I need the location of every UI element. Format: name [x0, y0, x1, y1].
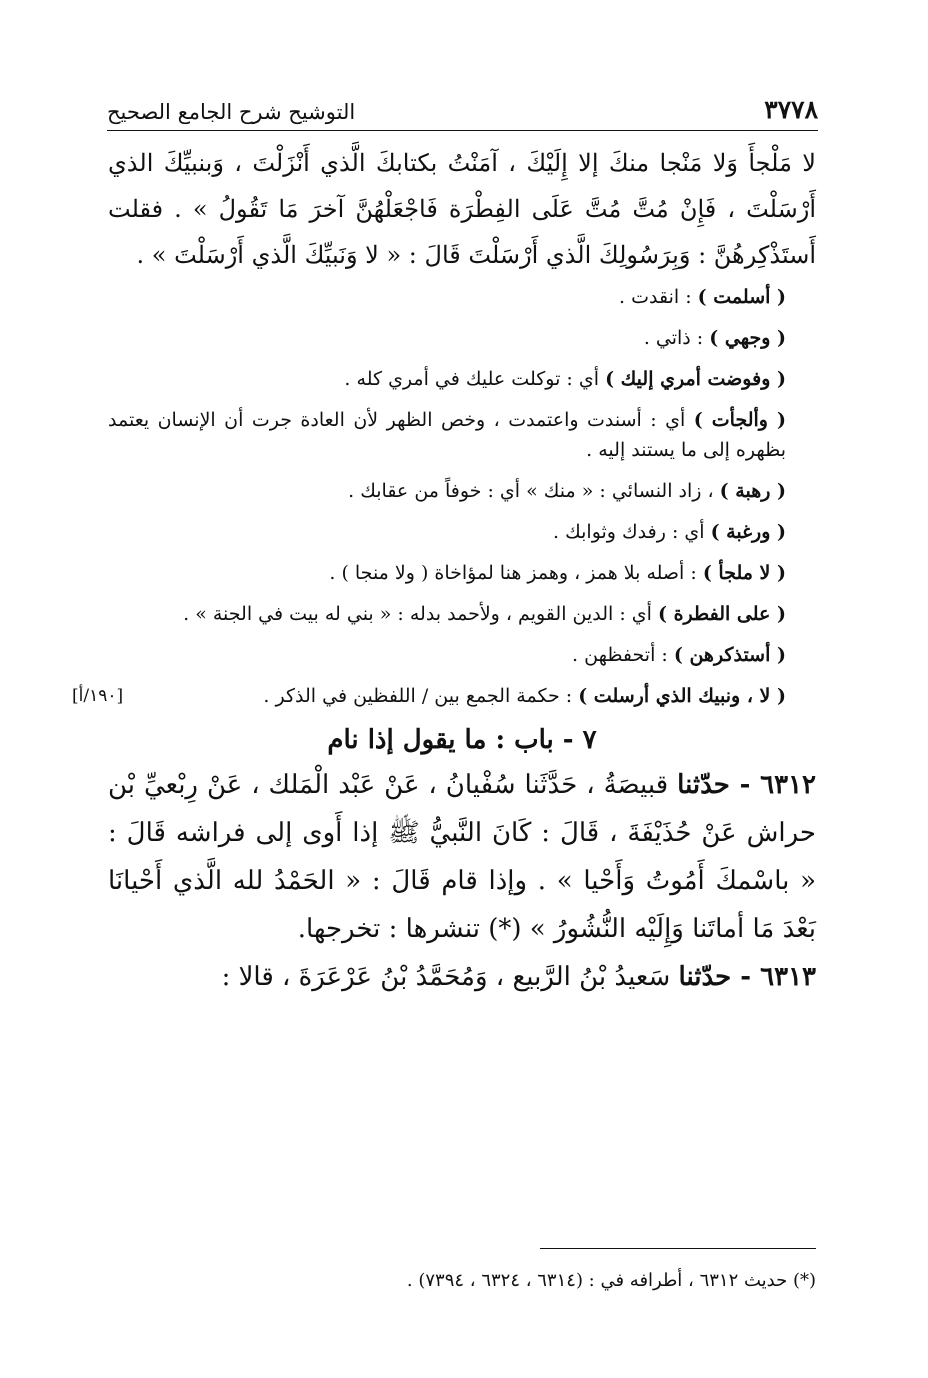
chapter-title: ٧ - باب : ما يقول إذا نام [327, 725, 597, 755]
note-term: ( ورغبة ) [710, 521, 786, 543]
note-term: ( على الفطرة ) [658, 603, 786, 625]
footnote: (*) حديث ٦٣١٢ ، أطرافه في : (٦٣١٤ ، ٦٣٢٤ ، ٧٣٩٤) . [406, 1270, 816, 1291]
footnote-divider [540, 1248, 816, 1249]
note-wajhi [108, 323, 816, 353]
note-text: أي : الدين القويم ، ولأحمد بدله : « بني له بيت في الجنة » . [183, 603, 658, 625]
note-raghbah [108, 517, 816, 547]
note-term: ( رهبة ) [719, 480, 786, 502]
note-fawwadtu [108, 364, 816, 394]
note-la-malja [108, 558, 816, 588]
note-term: ( لا ، ونبيك الذي أرسلت ) [578, 685, 786, 707]
note-term: ( أسلمت ) [697, 286, 786, 308]
note-text: أي : أسندت واعتمدت ، وخص الظهر لأن العادة جرت أن الإنسان يعتمد بظهره إلى ما يستند إليه . [108, 409, 786, 461]
hadith-body: قبيصَةُ ، حَدَّثَنا سُفْيانُ ، عَنْ عَبْد الْمَلك ، عَنْ رِبْعيِّ بْن حراش عَنْ حُذَيْفَةَ ، قَالَ : كَانَ النَّبيُّ ﷺ إذا أَوى إلى فراشه قَالَ : « باسْمكَ أَمُوتُ وَأَحْيا » . وإذا قام قَالَ : « الحَمْدُ لله الَّذي أَحْيانَا بَعْدَ مَا أماتَنا وَإِلَيْه النُّشُورُ » (*) تنشرها : تخرجها. [108, 770, 816, 944]
note-fitrah [108, 599, 816, 629]
page-header [107, 84, 818, 131]
note-rahbah [108, 476, 816, 506]
note-text: أي : توكلت عليك في أمري كله . [344, 368, 606, 390]
note-astadhkiruhunna [108, 640, 816, 670]
note-text: أي : رفدك وثوابك . [553, 521, 711, 543]
hadith-number: ٦٣١٢ - حدّثنا [677, 770, 817, 800]
page-body [72, 140, 817, 1001]
page-number: ٣٧٧٨ [764, 95, 818, 124]
note-la-wa-nabiyyika [72, 681, 816, 711]
note-aslamtu [108, 282, 816, 312]
note-term: ( وألجأت ) [693, 409, 786, 431]
note-text: : حكمة الجمع بين / اللفظين في الذكر . [263, 685, 579, 707]
hadith-number: ٦٣١٣ - حدّثنا [678, 962, 816, 992]
note-term: ( أستذكرهن ) [673, 644, 786, 666]
hadith-body: سَعيدُ بْنُ الرَّبيع ، وَمُحَمَّدُ بْنُ عَرْعَرَةَ ، قالا : [221, 962, 679, 992]
hadith-continuation: لا مَلْجأَ وَلا مَنْجا منكَ إلا إِلَيْكَ ، آمَنْتُ بكتابكَ الَّذي أَنْزَلْتَ ، وَبنبيِّكَ الذي أَرْسَلْتَ ، فَإِنْ مُتَّ مُتَّ عَلَى الفِطْرَة فَاجْعَلْهُنَّ آخرَ مَا تَقُولُ » . فقلت أَستَذْكِرهُنَّ : وَبِرَسُولِكَ الَّذي أَرْسَلْتَ قَالَ : « لا وَنَبيِّكَ الَّذي أَرْسَلْتَ » . [108, 149, 816, 269]
hadith-6312 [108, 761, 816, 953]
note-term: ( لا ملجأ ) [702, 562, 786, 584]
running-title: التوشيح شرح الجامع الصحيح [107, 100, 356, 124]
note-text: : انقدت . [619, 286, 698, 308]
note-aljatu [108, 405, 816, 465]
note-text: : أتحفظهن . [572, 644, 674, 666]
note-text: : ذاتي . [643, 327, 710, 349]
note-term: ( وفوضت أمري إليك ) [605, 368, 786, 390]
note-text: ، زاد النسائي : « منك » أي : خوفاً من عقابك . [348, 480, 720, 502]
hadith-6313 [108, 953, 816, 1001]
note-text: : أصله بلا همز ، وهمز هنا لمؤاخاة ( ولا منجا ) . [329, 562, 703, 584]
margin-folio-reference: [١٩٠/أ] [72, 686, 124, 706]
note-term: ( وجهي ) [709, 327, 786, 349]
